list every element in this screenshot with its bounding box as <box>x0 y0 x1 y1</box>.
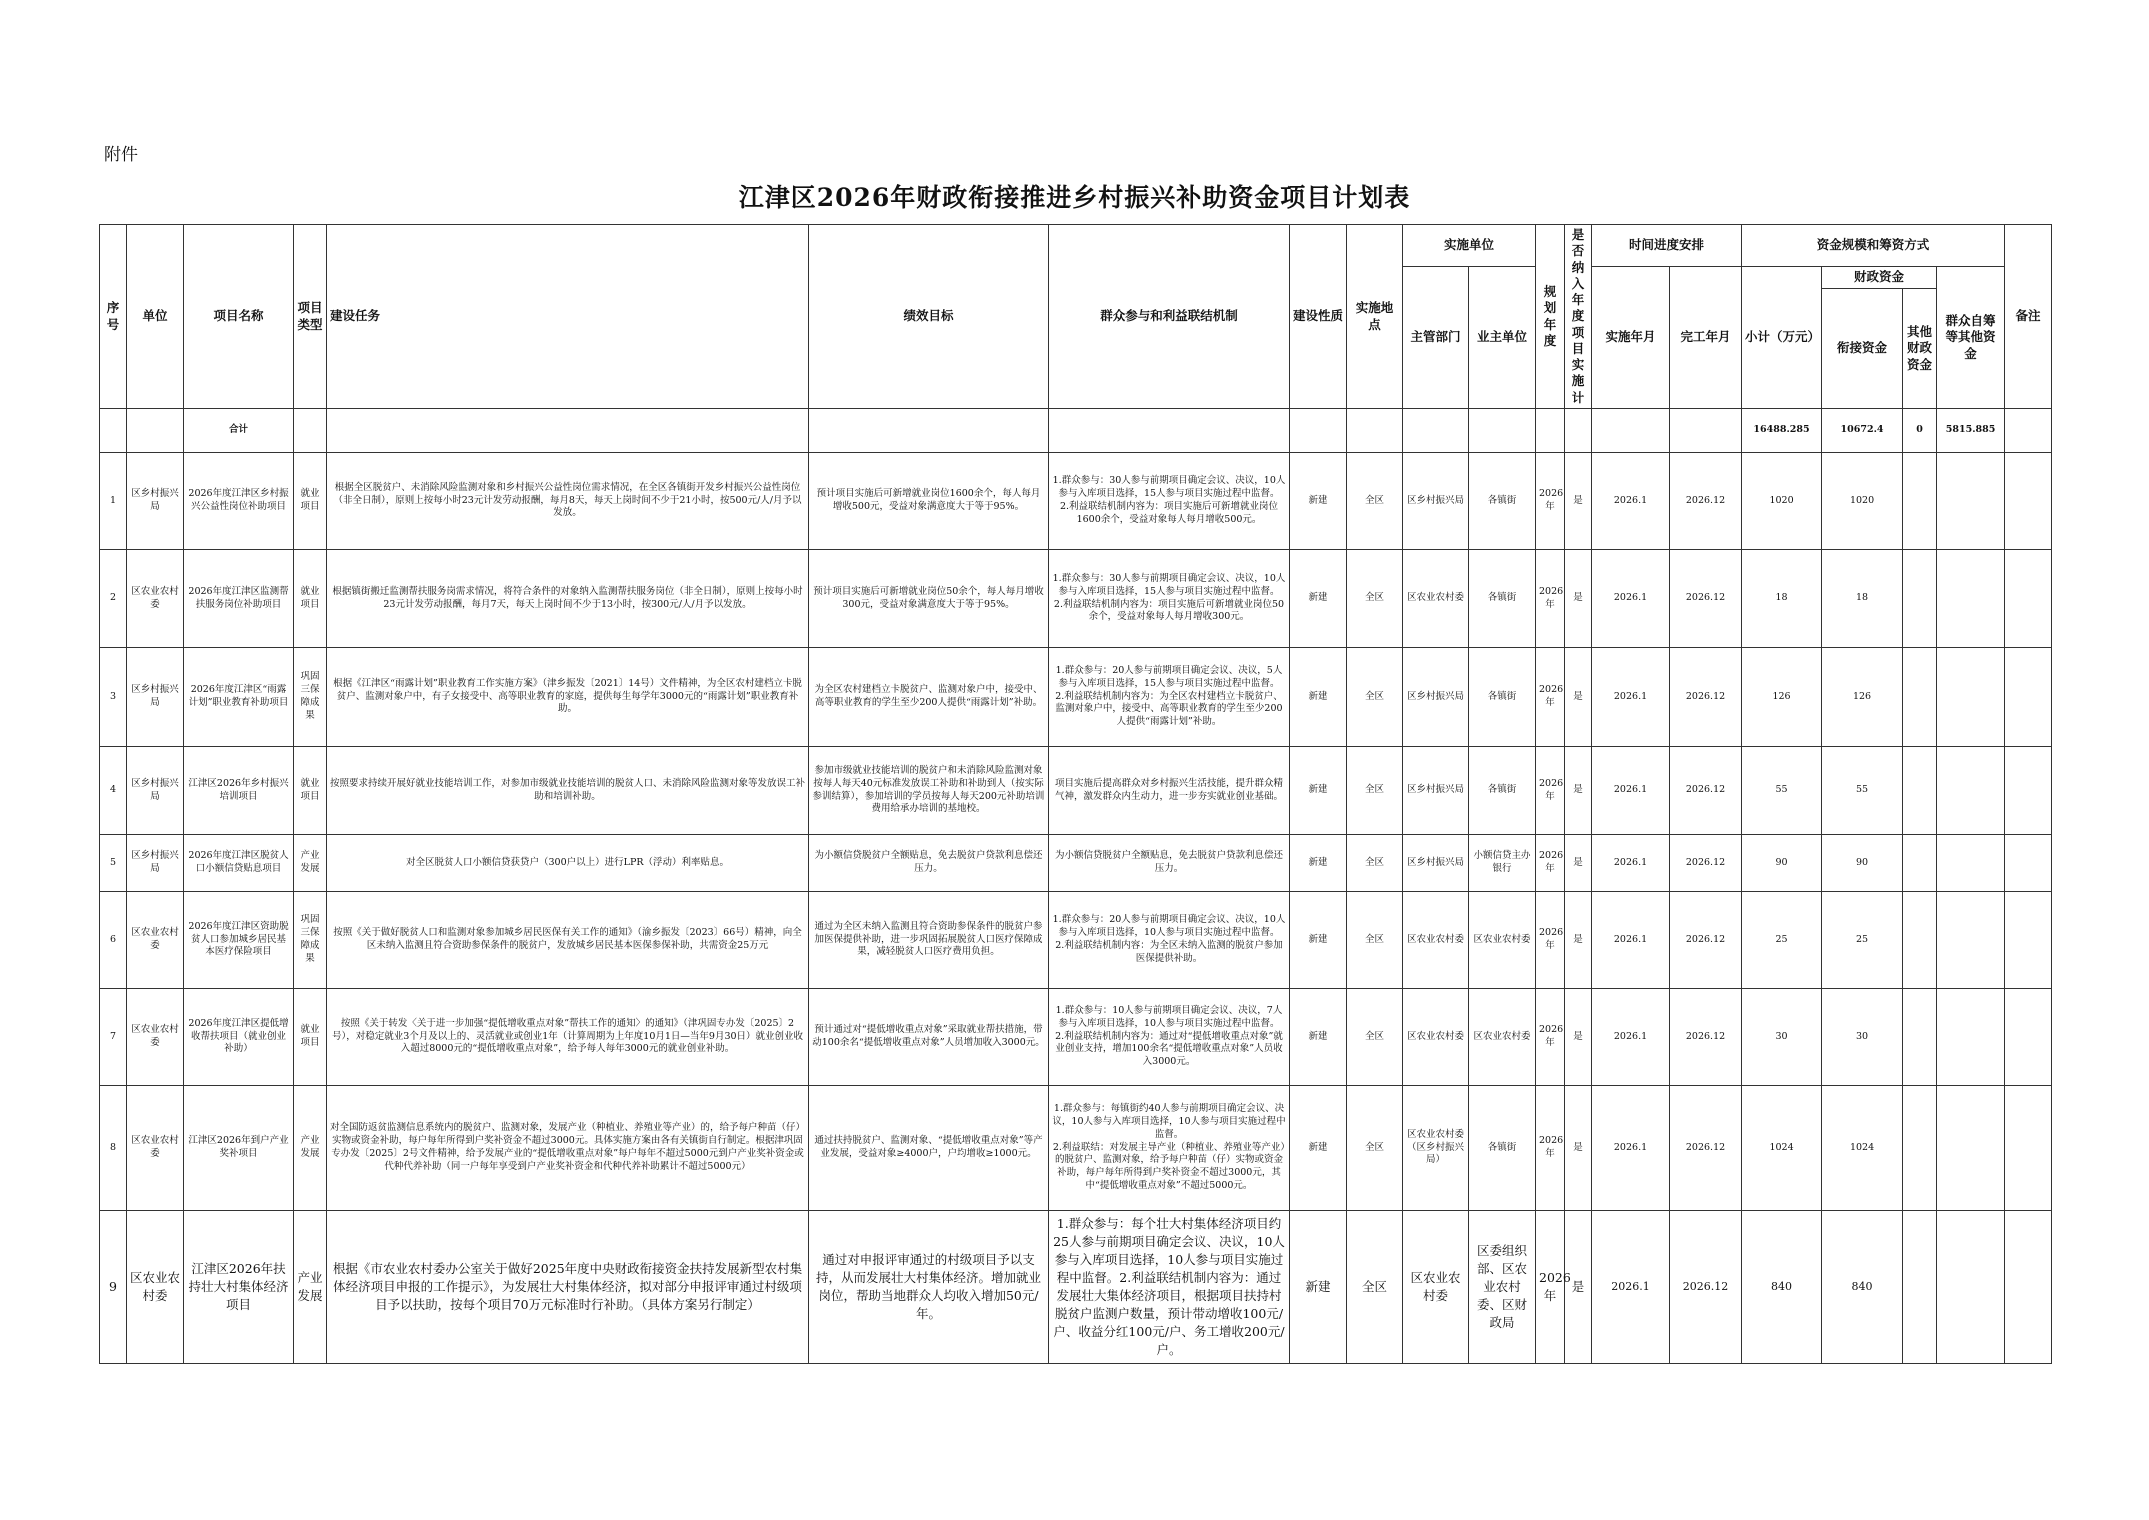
cell-year: 2026年 <box>1536 892 1565 989</box>
cell-seq: 8 <box>100 1086 127 1211</box>
cell-included: 是 <box>1565 1211 1592 1364</box>
cell-year: 2026年 <box>1536 1086 1565 1211</box>
cell-dept: 区农业农村委 <box>1403 550 1469 648</box>
cell-remark <box>2005 550 2052 648</box>
total-label: 合计 <box>184 409 294 453</box>
cell-task: 对全国防返贫监测信息系统内的脱贫户、监测对象，发展产业（种植业、养殖业等产业）的，给予每户种苗（仔）实物或资金补助，每户每年所得到户奖补资金不超过3000元。具体实施方案由各有关镇街自行制定。根据津巩固专办发〔2025〕2号文件精神，给予发展产业的“提低增收重点对象”每户每年不超过5000元到户产业奖补资金或代种代养补助（同一户每年享受到户产业奖补资金和代种代养补助累计不超过5000元） <box>327 1086 809 1211</box>
project-plan-table <box>99 224 2052 1364</box>
cell-seq: 7 <box>100 989 127 1086</box>
cell-mechanism: 为小额信贷脱贫户全额贴息，免去脱贫户贷款利息偿还压力。 <box>1049 835 1290 892</box>
header-nature: 建设性质 <box>1290 225 1347 409</box>
cell-nature: 新建 <box>1290 835 1347 892</box>
cell-unit: 区农业农村委 <box>127 989 184 1086</box>
cell-name: 2026年度江津区“雨露计划”职业教育补助项目 <box>184 648 294 747</box>
header-included: 是否纳入年度项目实施计 <box>1565 225 1592 409</box>
cell-owner: 各镇街 <box>1469 1086 1536 1211</box>
header-seq: 序号 <box>100 225 127 409</box>
table-row <box>100 1086 2052 1211</box>
cell-remark <box>2005 453 2052 550</box>
cell-end: 2026.12 <box>1670 1086 1742 1211</box>
cell-subtotal: 126 <box>1742 648 1822 747</box>
cell-end: 2026.12 <box>1670 892 1742 989</box>
cell-subtotal: 55 <box>1742 747 1822 835</box>
cell-mechanism: 1.群众参与：20人参与前期项目确定会议、决议，10人参与入库项目选择，10人参与项目实施过程中监督。 2.利益联结机制内容：为全区未纳入监测的脱贫户参加医保提供补助。 <box>1049 892 1290 989</box>
cell-self <box>1937 648 2005 747</box>
cell-link: 90 <box>1822 835 1903 892</box>
cell-start: 2026.1 <box>1592 550 1670 648</box>
cell-goal: 通过对申报评审通过的村级项目予以支持，从而发展壮大村集体经济。增加就业岗位，帮助当地群众人均收入增加50元/年。 <box>809 1211 1049 1364</box>
total-self-raised: 5815.885 <box>1937 409 2005 453</box>
cell-nature: 新建 <box>1290 648 1347 747</box>
cell-unit: 区农业农村委 <box>127 892 184 989</box>
cell-unit: 区农业农村委 <box>127 1211 184 1364</box>
cell-type: 就业项目 <box>294 453 327 550</box>
cell-year: 2026年 <box>1536 550 1565 648</box>
cell-location: 全区 <box>1347 550 1403 648</box>
cell-link: 55 <box>1822 747 1903 835</box>
table-body <box>100 409 2052 1364</box>
cell-other <box>1903 892 1937 989</box>
cell-dept: 区农业农村委（区乡村振兴局） <box>1403 1086 1469 1211</box>
cell-dept: 区农业农村委 <box>1403 1211 1469 1364</box>
cell-year: 2026年 <box>1536 1211 1565 1364</box>
cell-subtotal: 840 <box>1742 1211 1822 1364</box>
cell-remark <box>2005 989 2052 1086</box>
cell-self <box>1937 989 2005 1086</box>
cell-subtotal: 25 <box>1742 892 1822 989</box>
cell-link: 25 <box>1822 892 1903 989</box>
cell-nature: 新建 <box>1290 747 1347 835</box>
cell-mechanism: 1.群众参与：30人参与前期项目确定会议、决议，10人参与入库项目选择，15人参与项目实施过程中监督。 2.利益联结机制内容为：项目实施后可新增就业岗位1600余个，受益对象每人每月增收500元。 <box>1049 453 1290 550</box>
total-row <box>100 409 2052 453</box>
cell-location: 全区 <box>1347 1211 1403 1364</box>
table-row <box>100 550 2052 648</box>
cell-dept: 区乡村振兴局 <box>1403 835 1469 892</box>
cell-mechanism: 1.群众参与：30人参与前期项目确定会议、决议，10人参与入库项目选择，15人参与项目实施过程中监督。 2.利益联结机制内容为：项目实施后可新增就业岗位50余个，受益对象每人每月增收300元。 <box>1049 550 1290 648</box>
cell-nature: 新建 <box>1290 1086 1347 1211</box>
cell-self <box>1937 835 2005 892</box>
cell-unit: 区乡村振兴局 <box>127 453 184 550</box>
cell-seq: 9 <box>100 1211 127 1364</box>
cell-goal: 预计项目实施后可新增就业岗位50余个，每人每月增收300元，受益对象满意度大于等于95%。 <box>809 550 1049 648</box>
cell-dept: 区乡村振兴局 <box>1403 453 1469 550</box>
attachment-label: 附件 <box>104 145 138 165</box>
cell-owner: 区委组织部、区农业农村委、区财政局 <box>1469 1211 1536 1364</box>
cell-included: 是 <box>1565 1086 1592 1211</box>
cell-self <box>1937 892 2005 989</box>
cell-end: 2026.12 <box>1670 1211 1742 1364</box>
header-impl-unit: 实施单位 <box>1403 225 1536 267</box>
header-owner: 业主单位 <box>1469 267 1536 409</box>
cell-link: 18 <box>1822 550 1903 648</box>
cell-subtotal: 30 <box>1742 989 1822 1086</box>
cell-nature: 新建 <box>1290 989 1347 1086</box>
cell-nature: 新建 <box>1290 892 1347 989</box>
cell-owner: 区农业农村委 <box>1469 892 1536 989</box>
header-plan-year: 规划年度 <box>1536 225 1565 409</box>
cell-mechanism: 项目实施后提高群众对乡村振兴生活技能，提升群众精气神，激发群众内生动力，进一步夯实就业创业基础。 <box>1049 747 1290 835</box>
cell-other <box>1903 550 1937 648</box>
cell-name: 2026年度江津区乡村振兴公益性岗位补助项目 <box>184 453 294 550</box>
header-remark: 备注 <box>2005 225 2052 409</box>
cell-dept: 区乡村振兴局 <box>1403 747 1469 835</box>
cell-year: 2026年 <box>1536 453 1565 550</box>
table-row <box>100 648 2052 747</box>
header-task: 建设任务 <box>327 225 809 409</box>
cell-included: 是 <box>1565 892 1592 989</box>
cell-start: 2026.1 <box>1592 453 1670 550</box>
cell-start: 2026.1 <box>1592 747 1670 835</box>
table-row <box>100 835 2052 892</box>
table-row <box>100 892 2052 989</box>
cell-included: 是 <box>1565 835 1592 892</box>
header-other-fiscal: 其他财政资金 <box>1903 289 1937 409</box>
cell-start: 2026.1 <box>1592 648 1670 747</box>
cell-year: 2026年 <box>1536 648 1565 747</box>
cell-remark <box>2005 1086 2052 1211</box>
cell-year: 2026年 <box>1536 747 1565 835</box>
cell-end: 2026.12 <box>1670 835 1742 892</box>
cell-task: 根据镇街搬迁监测帮扶服务岗需求情况，将符合条件的对象纳入监测帮扶服务岗位（非全日制），原则上按每小时23元计发劳动报酬，每月7天，每天上岗时间不少于13小时，按300元/人/月予以发放。 <box>327 550 809 648</box>
cell-seq: 4 <box>100 747 127 835</box>
cell-link: 1020 <box>1822 453 1903 550</box>
cell-included: 是 <box>1565 550 1592 648</box>
cell-link: 30 <box>1822 989 1903 1086</box>
cell-dept: 区农业农村委 <box>1403 892 1469 989</box>
cell-goal: 通过扶持脱贫户、监测对象、“提低增收重点对象”等产业发展，受益对象≥4000户，户均增收≥1000元。 <box>809 1086 1049 1211</box>
cell-remark <box>2005 892 2052 989</box>
total-other-fiscal: 0 <box>1903 409 1937 453</box>
cell-link: 126 <box>1822 648 1903 747</box>
cell-remark <box>2005 648 2052 747</box>
cell-type: 就业项目 <box>294 747 327 835</box>
cell-self <box>1937 1086 2005 1211</box>
cell-start: 2026.1 <box>1592 835 1670 892</box>
cell-included: 是 <box>1565 747 1592 835</box>
cell-seq: 6 <box>100 892 127 989</box>
cell-location: 全区 <box>1347 747 1403 835</box>
cell-goal: 预计项目实施后可新增就业岗位1600余个，每人每月增收500元，受益对象满意度大于等于95%。 <box>809 453 1049 550</box>
table-row <box>100 747 2052 835</box>
cell-remark <box>2005 835 2052 892</box>
cell-start: 2026.1 <box>1592 989 1670 1086</box>
cell-included: 是 <box>1565 453 1592 550</box>
cell-type: 就业项目 <box>294 989 327 1086</box>
cell-owner: 区农业农村委 <box>1469 989 1536 1086</box>
cell-remark <box>2005 747 2052 835</box>
cell-type: 产业发展 <box>294 1086 327 1211</box>
cell-owner: 各镇街 <box>1469 747 1536 835</box>
cell-type: 巩固三保障成果 <box>294 648 327 747</box>
cell-other <box>1903 989 1937 1086</box>
cell-location: 全区 <box>1347 648 1403 747</box>
cell-included: 是 <box>1565 989 1592 1086</box>
cell-mechanism: 1.群众参与：10人参与前期项目确定会议、决议，7人参与入库项目选择，10人参与项目实施过程中监督。 2.利益联结机制内容为：通过对“提低增收重点对象”就业创业支持，增加100余名“提低增收重点对象”人员收入3000元。 <box>1049 989 1290 1086</box>
cell-nature: 新建 <box>1290 1211 1347 1364</box>
cell-seq: 5 <box>100 835 127 892</box>
cell-nature: 新建 <box>1290 453 1347 550</box>
header-schedule: 时间进度安排 <box>1592 225 1742 267</box>
table-row <box>100 1211 2052 1364</box>
cell-year: 2026年 <box>1536 989 1565 1086</box>
header-end: 完工年月 <box>1670 267 1742 409</box>
cell-name: 江津区2026年乡村振兴培训项目 <box>184 747 294 835</box>
cell-owner: 各镇街 <box>1469 648 1536 747</box>
header-dept: 主管部门 <box>1403 267 1469 409</box>
cell-name: 江津区2026年到户产业奖补项目 <box>184 1086 294 1211</box>
header-project-type: 项目类型 <box>294 225 327 409</box>
cell-goal: 为小额信贷脱贫户全额贴息，免去脱贫户贷款利息偿还压力。 <box>809 835 1049 892</box>
cell-start: 2026.1 <box>1592 892 1670 989</box>
cell-goal: 预计通过对“提低增收重点对象”采取就业帮扶措施，带动100余名“提低增收重点对象”人员增加收入3000元。 <box>809 989 1049 1086</box>
header-funding: 资金规模和筹资方式 <box>1742 225 2005 267</box>
cell-owner: 各镇街 <box>1469 550 1536 648</box>
cell-name: 2026年度江津区监测帮扶服务岗位补助项目 <box>184 550 294 648</box>
cell-seq: 2 <box>100 550 127 648</box>
cell-unit: 区农业农村委 <box>127 1086 184 1211</box>
cell-dept: 区乡村振兴局 <box>1403 648 1469 747</box>
cell-task: 按照《关于做好脱贫人口和监测对象参加城乡居民医保有关工作的通知》（渝乡振发〔2023〕66号）精神，向全区未纳入监测且符合资助参保条件的脱贫户，发放城乡居民基本医保参保补助，共需资金25万元 <box>327 892 809 989</box>
cell-owner: 各镇街 <box>1469 453 1536 550</box>
cell-type: 巩固三保障成果 <box>294 892 327 989</box>
cell-self <box>1937 747 2005 835</box>
cell-location: 全区 <box>1347 835 1403 892</box>
cell-other <box>1903 835 1937 892</box>
cell-location: 全区 <box>1347 453 1403 550</box>
header-link-fund: 衔接资金 <box>1822 289 1903 409</box>
cell-unit: 区乡村振兴局 <box>127 835 184 892</box>
cell-other <box>1903 747 1937 835</box>
cell-task: 按照要求持续开展好就业技能培训工作，对参加市级就业技能培训的脱贫人口、未消除风险监测对象等发放误工补助和培训补助。 <box>327 747 809 835</box>
cell-year: 2026年 <box>1536 835 1565 892</box>
cell-start: 2026.1 <box>1592 1211 1670 1364</box>
cell-type: 产业发展 <box>294 835 327 892</box>
cell-self <box>1937 453 2005 550</box>
table-row <box>100 989 2052 1086</box>
cell-end: 2026.12 <box>1670 747 1742 835</box>
cell-goal: 为全区农村建档立卡脱贫户、监测对象户中，接受中、高等职业教育的学生至少200人提供“雨露计划”补助。 <box>809 648 1049 747</box>
cell-task: 根据《市农业农村委办公室关于做好2025年度中央财政衔接资金扶持发展新型农村集体经济项目申报的工作提示》，为发展壮大村集体经济，拟对部分申报评审通过村级项目予以扶助，按每个项目70万元标准时行补助。（具体方案另行制定） <box>327 1211 809 1364</box>
cell-link: 840 <box>1822 1211 1903 1364</box>
header-row-1 <box>100 225 2052 267</box>
cell-owner: 小额信贷主办银行 <box>1469 835 1536 892</box>
cell-type: 产业发展 <box>294 1211 327 1364</box>
header-goal: 绩效目标 <box>809 225 1049 409</box>
cell-unit: 区乡村振兴局 <box>127 747 184 835</box>
cell-type: 就业项目 <box>294 550 327 648</box>
table-row <box>100 453 2052 550</box>
cell-subtotal: 18 <box>1742 550 1822 648</box>
cell-unit: 区乡村振兴局 <box>127 648 184 747</box>
cell-other <box>1903 1211 1937 1364</box>
cell-dept: 区农业农村委 <box>1403 989 1469 1086</box>
cell-location: 全区 <box>1347 1086 1403 1211</box>
cell-location: 全区 <box>1347 989 1403 1086</box>
cell-self <box>1937 1211 2005 1364</box>
cell-end: 2026.12 <box>1670 453 1742 550</box>
cell-goal: 参加市级就业技能培训的脱贫户和未消除风险监测对象按每人每天40元标准发放误工补助和补助到人（按实际参训结算），参加培训的学员按每人每天200元补助培训费用给承办培训的基地校。 <box>809 747 1049 835</box>
cell-remark <box>2005 1211 2052 1364</box>
header-project-name: 项目名称 <box>184 225 294 409</box>
cell-mechanism: 1.群众参与：每镇街约40人参与前期项目确定会议、决议，10人参与入库项目选择，10人参与项目实施过程中监督。 2.利益联结：对发展主导产业（种植业、养殖业等产业）的脱贫户、监测对象，给予每户种苗（仔）实物或资金补助，每户每年所得到户奖补资金不超过3000元，其中“提低增收重点对象”不超过5000元。 <box>1049 1086 1290 1211</box>
cell-name: 2026年度江津区脱贫人口小额信贷贴息项目 <box>184 835 294 892</box>
cell-other <box>1903 1086 1937 1211</box>
cell-mechanism: 1.群众参与：每个壮大村集体经济项目约25人参与前期项目确定会议、决议，10人参与入库项目选择，10人参与项目实施过程中监督。2.利益联结机制内容为：通过发展壮大集体经济项目，根据项目扶持村脱贫户监测户数量，预计带动增收100元/户、收益分红100元/户、务工增收200元/户。 <box>1049 1211 1290 1364</box>
cell-seq: 3 <box>100 648 127 747</box>
header-subtotal: 小计（万元） <box>1742 267 1822 409</box>
total-link-fund: 10672.4 <box>1822 409 1903 453</box>
cell-start: 2026.1 <box>1592 1086 1670 1211</box>
cell-seq: 1 <box>100 453 127 550</box>
cell-task: 根据《江津区“雨露计划”职业教育工作实施方案》（津乡振发〔2021〕14号）文件精神，为全区农村建档立卡脱贫户、监测对象户中，有子女接受中、高等职业教育的家庭，提供每生每学年3000元的“雨露计划”职业教育补助。 <box>327 648 809 747</box>
cell-name: 江津区2026年扶持壮大村集体经济项目 <box>184 1211 294 1364</box>
cell-unit: 区农业农村委 <box>127 550 184 648</box>
cell-task: 根据全区脱贫户、未消除风险监测对象和乡村振兴公益性岗位需求情况，在全区各镇街开发乡村振兴公益性岗位（非全日制），原则上按每小时23元计发劳动报酬，每月8天，每天上岗时间不少于21小时，按500元/人/月予以发放。 <box>327 453 809 550</box>
total-subtotal: 16488.285 <box>1742 409 1822 453</box>
cell-subtotal: 1024 <box>1742 1086 1822 1211</box>
cell-end: 2026.12 <box>1670 648 1742 747</box>
cell-name: 2026年度江津区提低增收帮扶项目（就业创业补助） <box>184 989 294 1086</box>
cell-task: 按照《关于转发〈关于进一步加强“提低增收重点对象”帮扶工作的通知〉的通知》（津巩固专办发〔2025〕2号），对稳定就业3个月及以上的、灵活就业或创业1年（计算周期为上年度10月1日—当年9月30日）就业创业收入超过8000元的“提低增收重点对象”，给予每人每年3000元的就业创业补助。 <box>327 989 809 1086</box>
cell-task: 对全区脱贫人口小额信贷获贷户（300户以上）进行LPR（浮动）利率贴息。 <box>327 835 809 892</box>
cell-mechanism: 1.群众参与：20人参与前期项目确定会议、决议，5人参与入库项目选择，15人参与项目实施过程中监督。 2.利益联结机制内容为：为全区农村建档立卡脱贫户、监测对象户中，接受中、高等职业教育的学生至少200人提供“雨露计划”补助。 <box>1049 648 1290 747</box>
cell-name: 2026年度江津区资助脱贫人口参加城乡居民基本医疗保险项目 <box>184 892 294 989</box>
cell-goal: 通过为全区未纳入监测且符合资助参保条件的脱贫户参加医保提供补助，进一步巩固拓展脱贫人口医疗保障成果，减轻脱贫人口医疗费用负担。 <box>809 892 1049 989</box>
header-mechanism: 群众参与和利益联结机制 <box>1049 225 1290 409</box>
header-location: 实施地点 <box>1347 225 1403 409</box>
cell-self <box>1937 550 2005 648</box>
cell-subtotal: 90 <box>1742 835 1822 892</box>
cell-nature: 新建 <box>1290 550 1347 648</box>
header-unit: 单位 <box>127 225 184 409</box>
cell-end: 2026.12 <box>1670 989 1742 1086</box>
cell-end: 2026.12 <box>1670 550 1742 648</box>
cell-other <box>1903 453 1937 550</box>
cell-other <box>1903 648 1937 747</box>
cell-included: 是 <box>1565 648 1592 747</box>
header-start: 实施年月 <box>1592 267 1670 409</box>
cell-subtotal: 1020 <box>1742 453 1822 550</box>
header-fiscal: 财政资金 <box>1822 267 1937 289</box>
page-title: 江津区2026年财政衔接推进乡村振兴补助资金项目计划表 <box>738 183 1411 212</box>
cell-location: 全区 <box>1347 892 1403 989</box>
header-self-raised: 群众自筹等其他资金 <box>1937 267 2005 409</box>
cell-link: 1024 <box>1822 1086 1903 1211</box>
